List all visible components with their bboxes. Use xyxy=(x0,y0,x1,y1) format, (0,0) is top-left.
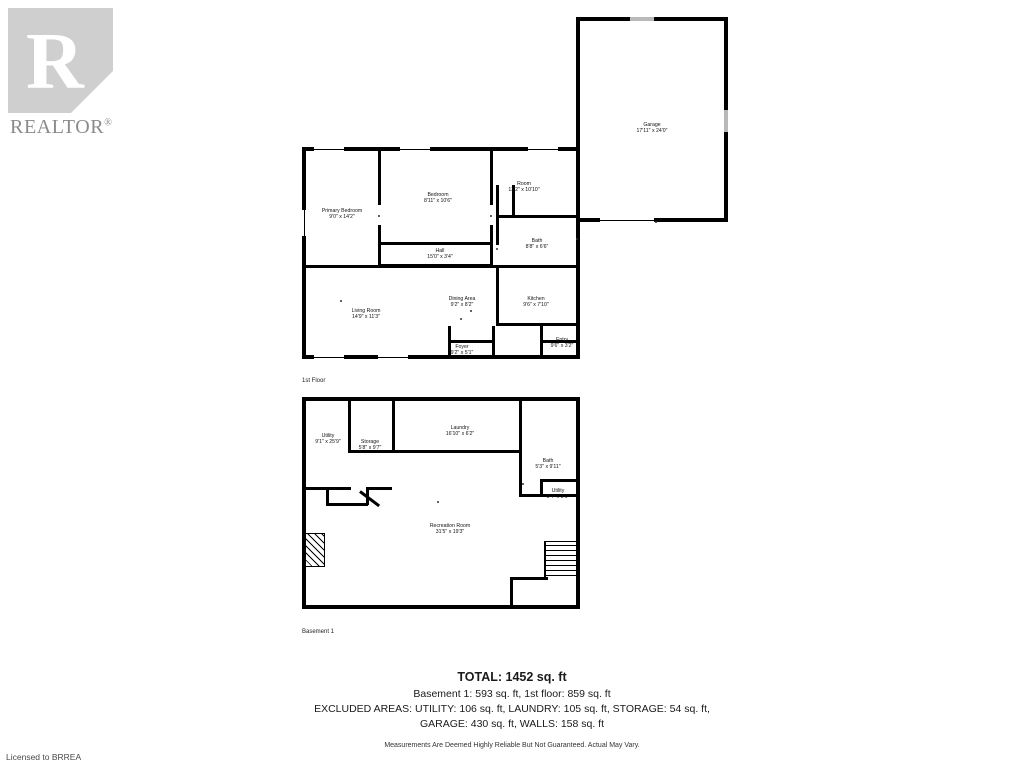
stair-tread xyxy=(544,555,578,556)
total-area: TOTAL: 1452 sq. ft xyxy=(457,670,567,684)
door-marker-basement-1 xyxy=(437,501,439,503)
basement-wall-left xyxy=(302,397,306,609)
room-name: Laundry xyxy=(450,425,470,431)
room-label-dining-area xyxy=(449,296,476,309)
basement-wall-bottom-room-top xyxy=(510,577,548,580)
stair-tread xyxy=(544,560,578,561)
stair-tread xyxy=(544,565,578,566)
room-dims: 9'0" x 14'2" xyxy=(329,214,355,221)
realtor-wordmark-text: REALTOR xyxy=(10,116,105,138)
room-label-primary-bedroom xyxy=(322,208,362,221)
room-dims: 14'9" x 11'3" xyxy=(351,314,381,321)
basement-wall-bath-left xyxy=(519,453,522,497)
realtor-logo-letter: R xyxy=(26,18,84,106)
excluded-areas-line-1: EXCLUDED AREAS: UTILITY: 106 sq. ft, LAUNDRY: 105 sq. ft, STORAGE: 54 sq. ft, xyxy=(314,703,710,715)
window-bottom-2-line xyxy=(378,357,408,358)
basement-wall-laundry-bottom xyxy=(392,450,522,453)
room-name: Room xyxy=(517,181,531,187)
hall-line-bottom xyxy=(381,264,493,265)
door-marker-4 xyxy=(460,318,462,320)
excluded-areas-line-2: GARAGE: 430 sq. ft, WALLS: 158 sq. ft xyxy=(419,718,605,730)
room-name: Utility xyxy=(551,488,565,494)
room-name: Bath xyxy=(542,458,554,464)
interior-wall-stair-right xyxy=(492,326,495,359)
area-summary xyxy=(0,670,1024,749)
room-label-entry xyxy=(551,337,574,350)
room-name: Living Room xyxy=(351,308,381,314)
door-marker-3 xyxy=(496,248,498,250)
window-top-3-line xyxy=(528,149,558,150)
garage-door-top xyxy=(630,17,654,21)
room-name: Storage xyxy=(360,439,380,445)
room-name: Bedroom xyxy=(427,192,449,198)
room-name: Garage xyxy=(643,122,661,128)
floor-caption-basement: Basement 1 xyxy=(302,629,335,635)
room-name: Bath xyxy=(531,238,543,244)
realtor-logo-mark xyxy=(8,8,113,113)
room-label-foyer xyxy=(451,344,474,357)
basement-wall-rec-diag-c xyxy=(366,487,392,490)
stair-tread xyxy=(544,570,578,571)
room-label-kitchen xyxy=(523,296,549,309)
basement-wall-storage-right xyxy=(392,401,395,453)
room-dims: 16'10" x 6'2" xyxy=(445,431,475,438)
measurement-disclaimer: Measurements Are Deemed Highly Reliable But Not Guaranteed. Actual May Vary. xyxy=(384,742,640,749)
interior-wall-mid-horizontal xyxy=(302,265,580,268)
room-dims: 9'2" x 5'1" xyxy=(450,350,474,357)
license-text: Licensed to BRREA xyxy=(6,752,82,762)
room-name: Foyer xyxy=(455,344,469,350)
interior-wall-primary-bedroom xyxy=(378,147,381,205)
basement-egress-hatch xyxy=(303,533,325,567)
room-dims: 9'1" x 25'9" xyxy=(315,439,341,446)
basement-wall-top xyxy=(302,397,580,401)
basement-wall-laundry-right xyxy=(519,401,522,453)
room-label-storage xyxy=(359,439,382,452)
room-dims: 8'11" x 10'6" xyxy=(423,198,453,205)
room-name: Hall xyxy=(435,248,445,254)
basement-wall-bottom xyxy=(302,605,580,609)
stair-tread xyxy=(544,541,578,542)
room-label-recreation-room xyxy=(430,523,470,536)
basement-wall-small-utility-left xyxy=(540,479,543,497)
interior-wall-bedroom-right-lower xyxy=(490,225,493,268)
interior-wall-room-bottom xyxy=(532,215,580,218)
room-name: Utility xyxy=(321,433,335,439)
basement-wall-rec-diag-a xyxy=(326,503,368,506)
door-marker-5 xyxy=(470,310,472,312)
window-top-1-line xyxy=(314,149,344,150)
basement-plan xyxy=(300,395,600,645)
room-dims: 5'8" x 9'7" xyxy=(358,445,382,452)
area-breakdown: Basement 1: 593 sq. ft, 1st floor: 859 sq. ft xyxy=(413,688,611,700)
room-name: Recreation Room xyxy=(429,523,471,529)
stair-tread xyxy=(544,550,578,551)
garage-opening-marker xyxy=(655,221,657,223)
room-dims: 5'3" x 9'11" xyxy=(535,464,561,471)
registered-mark: ® xyxy=(104,117,113,129)
interior-wall-kitchen-left xyxy=(496,268,499,326)
door-marker-7 xyxy=(576,238,578,240)
room-label-utility-main xyxy=(315,433,341,446)
room-name: Kitchen xyxy=(527,296,545,302)
garage-bottom-opening-line xyxy=(600,220,654,221)
room-label-garage xyxy=(637,122,668,135)
floor-caption-first: 1st Floor xyxy=(302,378,326,384)
basement-wall-utility-right xyxy=(348,401,351,453)
room-label-utility-small xyxy=(547,488,570,501)
room-name: Entry xyxy=(555,337,569,343)
door-marker-1 xyxy=(378,215,380,217)
basement-wall-small-utility-top xyxy=(540,479,580,482)
interior-wall-bedroom-right xyxy=(490,147,493,205)
basement-wall-bottom-room-left xyxy=(510,577,513,608)
room-label-basement-bath xyxy=(535,458,560,471)
room-dims: 9'6" x 3'2" xyxy=(550,343,574,350)
room-dims: 31'5" x 19'3" xyxy=(435,529,465,536)
realtor-logo xyxy=(8,8,138,136)
room-dims: 9'2" x 8'2" xyxy=(450,302,474,309)
door-marker-basement-2 xyxy=(522,483,524,485)
stair-tread xyxy=(544,545,578,546)
room-dims: 5'4" x 3'1" xyxy=(546,494,570,501)
first-floor-plan xyxy=(300,10,730,384)
room-name: Dining Area xyxy=(448,296,476,302)
room-label-bedroom xyxy=(424,192,452,205)
room-label-room xyxy=(508,181,539,194)
window-left-line xyxy=(304,210,305,236)
interior-wall-hall-top xyxy=(381,242,493,245)
room-label-bath xyxy=(526,238,549,251)
window-top-2-line xyxy=(400,149,430,150)
room-name: Primary Bedroom xyxy=(321,208,363,214)
door-marker-6 xyxy=(340,300,342,302)
door-marker-2 xyxy=(490,215,492,217)
interior-wall-kitchen-bottom xyxy=(496,323,580,326)
room-label-hall xyxy=(427,248,453,261)
house-wall-left xyxy=(302,147,306,359)
room-dims: 8'8" x 6'6" xyxy=(525,244,549,251)
room-dims: 17'11" x 24'0" xyxy=(636,128,668,135)
room-dims: 9'6" x 7'10" xyxy=(523,302,549,309)
interior-wall-primary-bedroom-lower xyxy=(378,225,381,268)
stair-tread xyxy=(544,575,578,576)
realtor-wordmark xyxy=(10,116,112,139)
garage-door-right xyxy=(724,110,728,132)
interior-wall-foyer-top xyxy=(448,340,492,343)
basement-wall-right xyxy=(576,397,580,609)
room-dims: 12'2" x 10'10" xyxy=(508,187,540,194)
room-dims: 15'0" x 3'4" xyxy=(427,254,453,261)
house-wall-right xyxy=(576,147,580,359)
room-label-laundry xyxy=(446,425,474,438)
window-bottom-1-line xyxy=(314,357,344,358)
room-label-living-room xyxy=(352,308,381,321)
